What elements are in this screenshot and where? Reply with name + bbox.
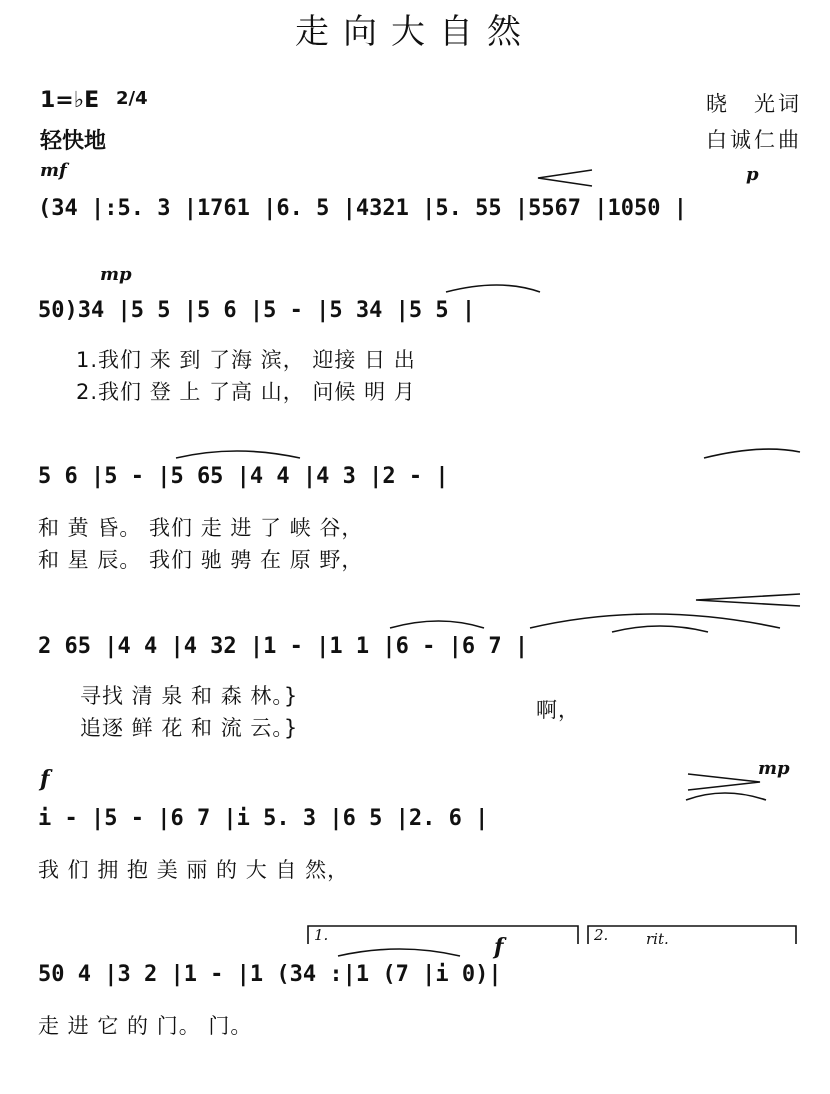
notation-row-5: i - |5 - |6 7 |i 5. 3 |6 5 |2. 6 | [38,806,489,831]
dynamic-p: p [746,164,759,185]
lyrics-row-6: 走 进 它 的 门。 门。 [38,1014,253,1038]
lyrics-row-2-verse-2: 2.我们 登 上 了高 山， 问候 明 月 [76,380,416,404]
volta-bracket-2 [588,926,796,944]
notation-row-6: 50 4 |3 2 |1 - |1 (34 :|1 (7 |i 0)| [38,962,502,987]
lyrics-row-2-verse-1: 1.我们 来 到 了海 滨， 迎接 日 出 [76,348,416,372]
diminuendo-hairpin [688,774,760,790]
tie-row-3b [704,449,800,458]
volta-second-label: 2. [594,926,609,944]
tie-row-4c [612,626,708,632]
tie-row-6 [338,949,460,956]
dynamic-mp-2: mp [758,758,790,779]
song-title: 走向大自然 [295,12,535,52]
volta-bracket-1 [308,926,578,944]
composer-credit: 白诚仁曲 [706,128,802,152]
time-signature: 2/4 [116,88,148,109]
dynamic-f: f [40,766,50,792]
notation-row-2: 50)34 |5 5 |5 6 |5 - |5 34 |5 5 | [38,298,476,323]
tie-row-3 [176,451,300,458]
ritardando-marking: rit. [646,930,669,948]
dynamic-mf: mf [40,160,67,181]
dynamic-mp: mp [100,264,132,285]
lyrics-interjection: 啊， [536,698,580,722]
lyricist-credit: 晓 光词 [706,92,802,116]
tie-row-5 [686,793,766,800]
notation-row-4: 2 65 |4 4 |4 32 |1 - |1 1 |6 - |6 7 | [38,634,529,659]
tie-row-2 [446,285,540,292]
notation-row-1: (34 |:5. 3 |1761 |6. 5 |4321 |5. 55 |5567 |1050 | [38,196,688,221]
lyrics-row-4-verse-1: 寻找 清 泉 和 森 林。} [80,684,299,708]
key-signature: 1=♭E [40,88,100,113]
crescendo-hairpin-2 [696,594,800,606]
lyrics-row-3-verse-1: 和 黄 昏。 我们 走 进 了 峡 谷， [38,516,364,540]
notation-row-3: 5 6 |5 - |5 65 |4 4 |4 3 |2 - | [38,464,449,489]
lyrics-row-3-verse-2: 和 星 辰。 我们 驰 骋 在 原 野， [38,548,364,572]
volta-first-label: 1. [314,926,329,944]
dynamic-f-2: f [494,934,504,960]
tempo-marking: 轻快地 [40,129,107,154]
crescendo-hairpin [538,170,592,186]
lyrics-row-5: 我 们 拥 抱 美 丽 的 大 自 然， [38,858,350,882]
lyrics-row-4-verse-2: 追逐 鲜 花 和 流 云。} [80,716,299,740]
tie-row-4 [390,621,484,628]
